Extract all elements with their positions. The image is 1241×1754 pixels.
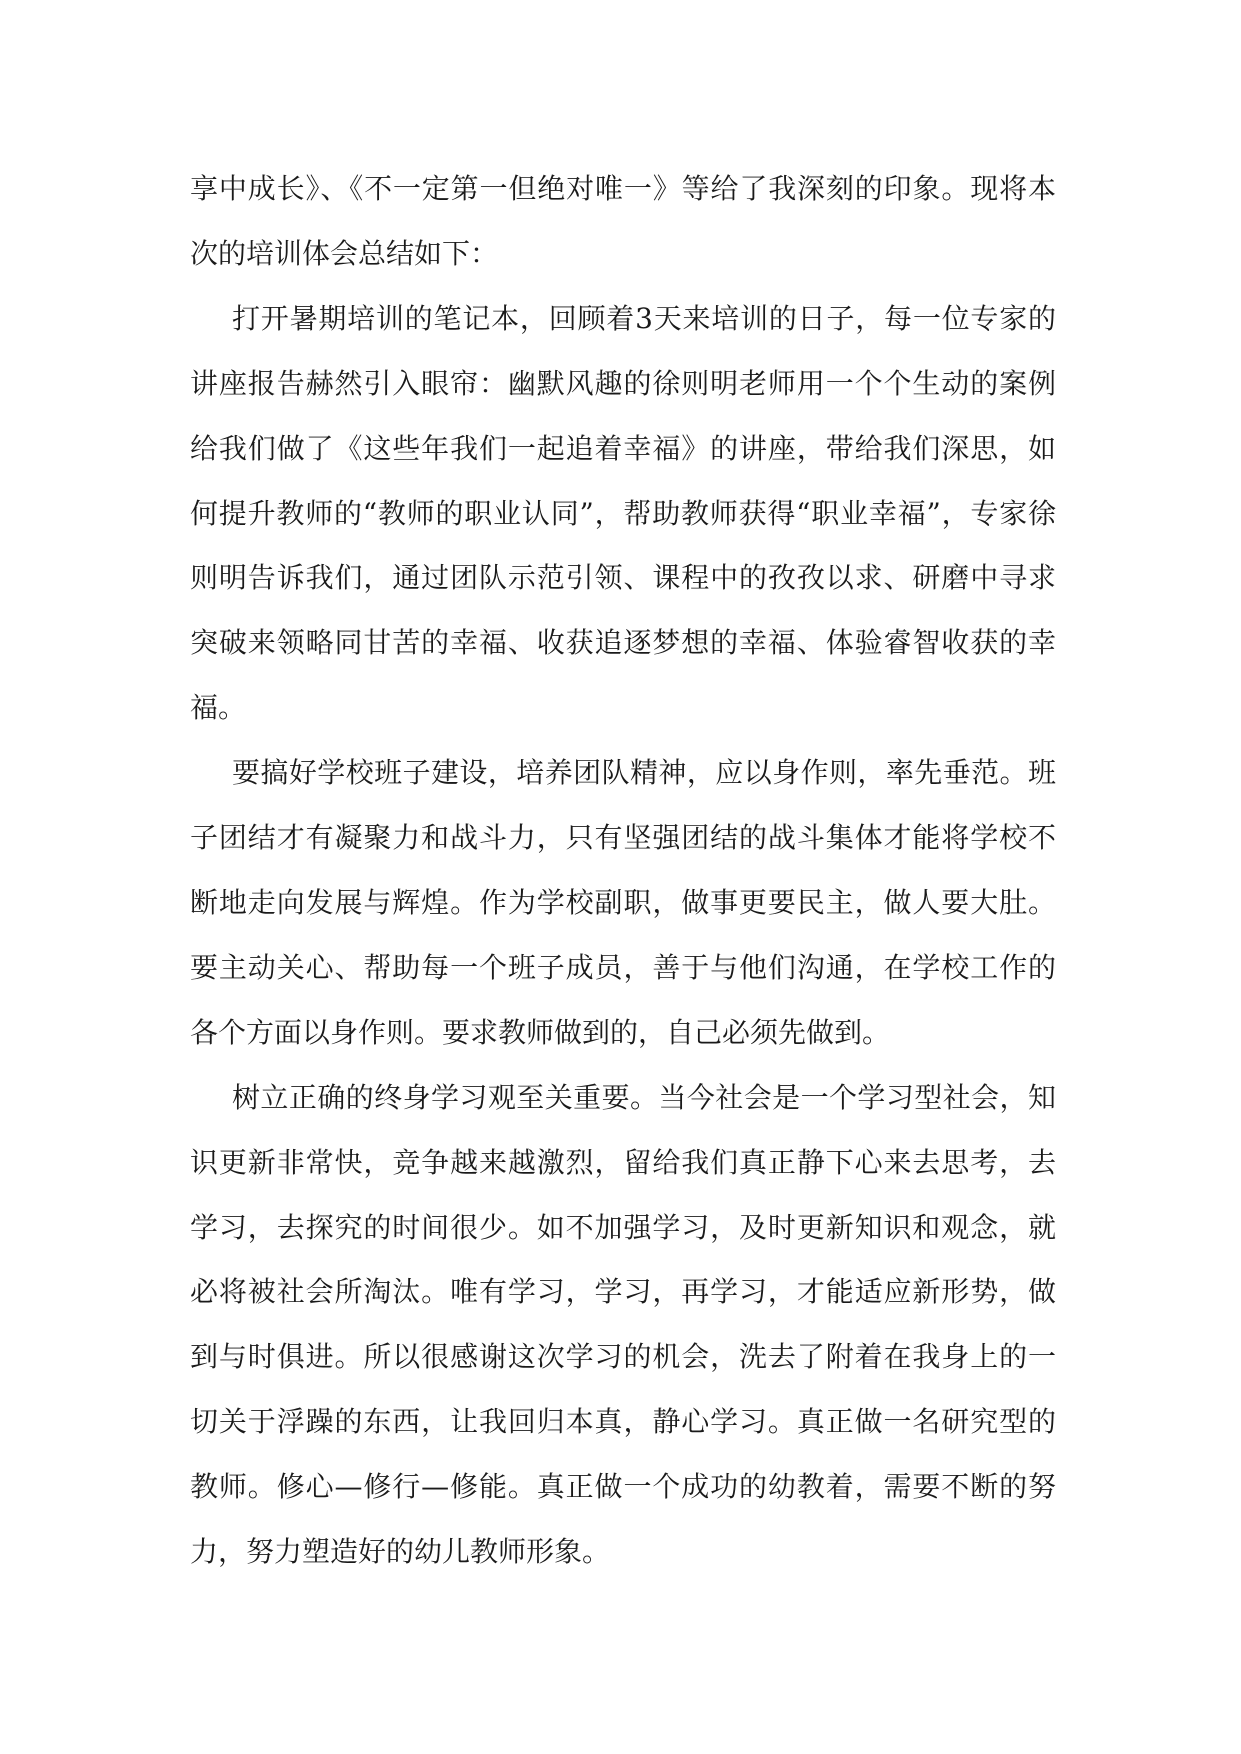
paragraph-training-notes: 打开暑期培训的笔记本，回顾着3天来培训的日子，每一位专家的讲座报告赫然引入眼帘：幽默风趣的徐则明老师用一个个生动的案例给我们做了《这些年我们一起追着幸福》的讲座，带给我们深思，如何提升教师的“教师的职业认同”，帮助教师获得“职业幸福”，专家徐则明告诉我们，通过团队示范引领、课程中的孜孜以求、研磨中寻求突破来领略同甘苦的幸福、收获追逐梦想的幸福、体验睿智收获的幸福。 (190, 301, 1056, 725)
paragraph-lifelong-learning: 树立正确的终身学习观至关重要。当今社会是一个学习型社会，知识更新非常快，竞争越来越激烈，留给我们真正静下心来去思考，去学习，去探究的时间很少。如不加强学习，及时更新知识和观念，就必将被社会所淘汰。唯有学习，学习，再学习，才能适应新形势，做到与时俱进。所以很感谢这次学习的机会，洗去了附着在我身上的一切关于浮躁的东西，让我回归本真，静心学习。真正做一名研究型的教师。修心—修行—修能。真正做一个成功的幼教着，需要不断的努力，努力塑造好的幼儿教师形象。 (190, 1080, 1056, 1569)
paragraph-continuation: 享中成长》、《不一定第一但绝对唯一》等给了我深刻的印象。现将本次的培训体会总结如下： (190, 172, 1056, 270)
paragraph-leadership-team: 要搞好学校班子建设，培养团队精神，应以身作则，率先垂范。班子团结才有凝聚力和战斗力，只有坚强团结的战斗集体才能将学校不断地走向发展与辉煌。作为学校副职，做事更要民主，做人要大肚。要主动关心、帮助每一个班子成员，善于与他们沟通，在学校工作的各个方面以身作则。要求教师做到的，自己必须先做到。 (190, 756, 1056, 1049)
document-body (190, 157, 1056, 1585)
